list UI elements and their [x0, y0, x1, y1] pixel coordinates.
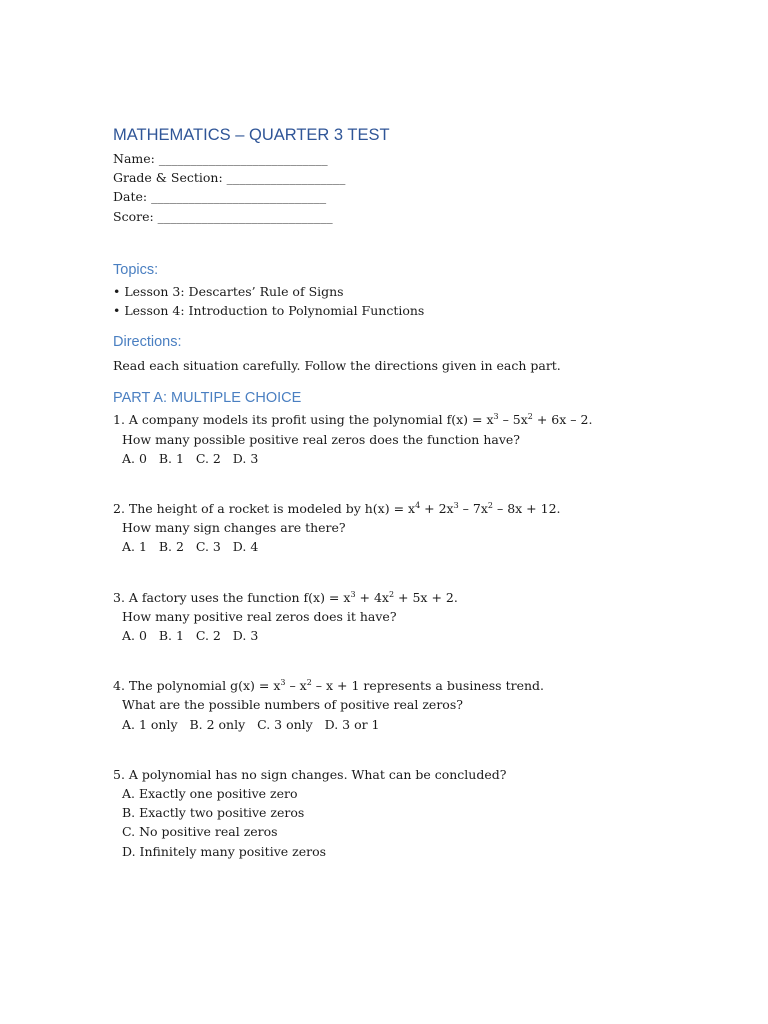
stem-text: – x + 1 represents a business trend. [311, 678, 544, 694]
question-prompt: How many sign changes are there? [122, 520, 346, 536]
question-prompt: What are the possible numbers of positive real zeros? [122, 697, 463, 713]
question-3 [113, 588, 713, 646]
exponent: 3 [453, 501, 459, 511]
question-stem: 5. A polynomial has no sign changes. What can be concluded? [113, 766, 507, 782]
question-2 [113, 499, 713, 557]
question-4 [113, 676, 713, 734]
question-5 [113, 765, 713, 861]
stem-text: 3. A factory uses the function f(x) = x [113, 589, 351, 605]
topic-item-lesson-4: • Lesson 4: Introduction to Polynomial Functions [113, 303, 425, 319]
exponent: 3 [493, 412, 499, 422]
question-stem [113, 676, 713, 695]
question-stem [113, 410, 713, 429]
part-a-heading: PART A: MULTIPLE CHOICE [113, 390, 302, 407]
score-field: Score: ____________________________ [113, 208, 333, 224]
page-title: MATHEMATICS – QUARTER 3 TEST [113, 126, 390, 144]
answer-option-a: A. Exactly one positive zero [122, 786, 298, 802]
stem-text: – x [285, 678, 307, 694]
answer-choices: A. 1 only B. 2 only C. 3 only D. 3 or 1 [122, 716, 380, 732]
topic-item-lesson-3: • Lesson 3: Descartes’ Rule of Signs [113, 283, 344, 299]
grade-section-field: Grade & Section: ___________________ [113, 170, 346, 186]
stem-text: + 5x + 2. [394, 589, 458, 605]
topics-heading: Topics: [113, 261, 159, 278]
answer-choices: A. 0 B. 1 C. 2 D. 3 [122, 450, 259, 466]
answer-option-c: C. No positive real zeros [122, 824, 278, 840]
stem-text: – 8x + 12. [493, 501, 561, 517]
exponent: 3 [280, 678, 286, 688]
exponent: 2 [527, 412, 533, 422]
stem-text: – 7x [458, 501, 488, 517]
stem-text: + 2x [420, 501, 454, 517]
stem-text: + 6x – 2. [532, 412, 593, 428]
exponent: 4 [415, 501, 421, 511]
student-info-fields [113, 149, 713, 226]
directions-heading: Directions: [113, 334, 182, 351]
question-1 [113, 410, 713, 468]
question-stem [113, 499, 713, 518]
answer-option-d: D. Infinitely many positive zeros [122, 843, 327, 859]
stem-text: 2. The height of a rocket is modeled by h(x) = x [113, 501, 416, 517]
exponent: 3 [350, 589, 356, 599]
exponent: 2 [306, 678, 312, 688]
stem-text: 1. A company models its profit using the polynomial f(x) = x [113, 412, 494, 428]
question-stem [113, 588, 713, 607]
answer-option-b: B. Exactly two positive zeros [122, 805, 305, 821]
name-field: Name: ___________________________ [113, 151, 328, 166]
date-field: Date: ____________________________ [113, 189, 327, 205]
test-content [113, 124, 713, 861]
stem-text: – 5x [498, 412, 528, 428]
answer-choices: A. 1 B. 2 C. 3 D. 4 [122, 539, 259, 555]
stem-text: + 4x [355, 589, 389, 605]
directions-text: Read each situation carefully. Follow the directions given in each part. [113, 358, 561, 374]
question-prompt: How many possible positive real zeros does the function have? [122, 431, 520, 447]
stem-text: 4. The polynomial g(x) = x [113, 678, 281, 694]
exponent: 2 [487, 501, 493, 511]
question-prompt: How many positive real zeros does it have? [122, 608, 397, 624]
exponent: 2 [388, 589, 395, 599]
answer-choices: A. 0 B. 1 C. 2 D. 3 [122, 628, 259, 644]
